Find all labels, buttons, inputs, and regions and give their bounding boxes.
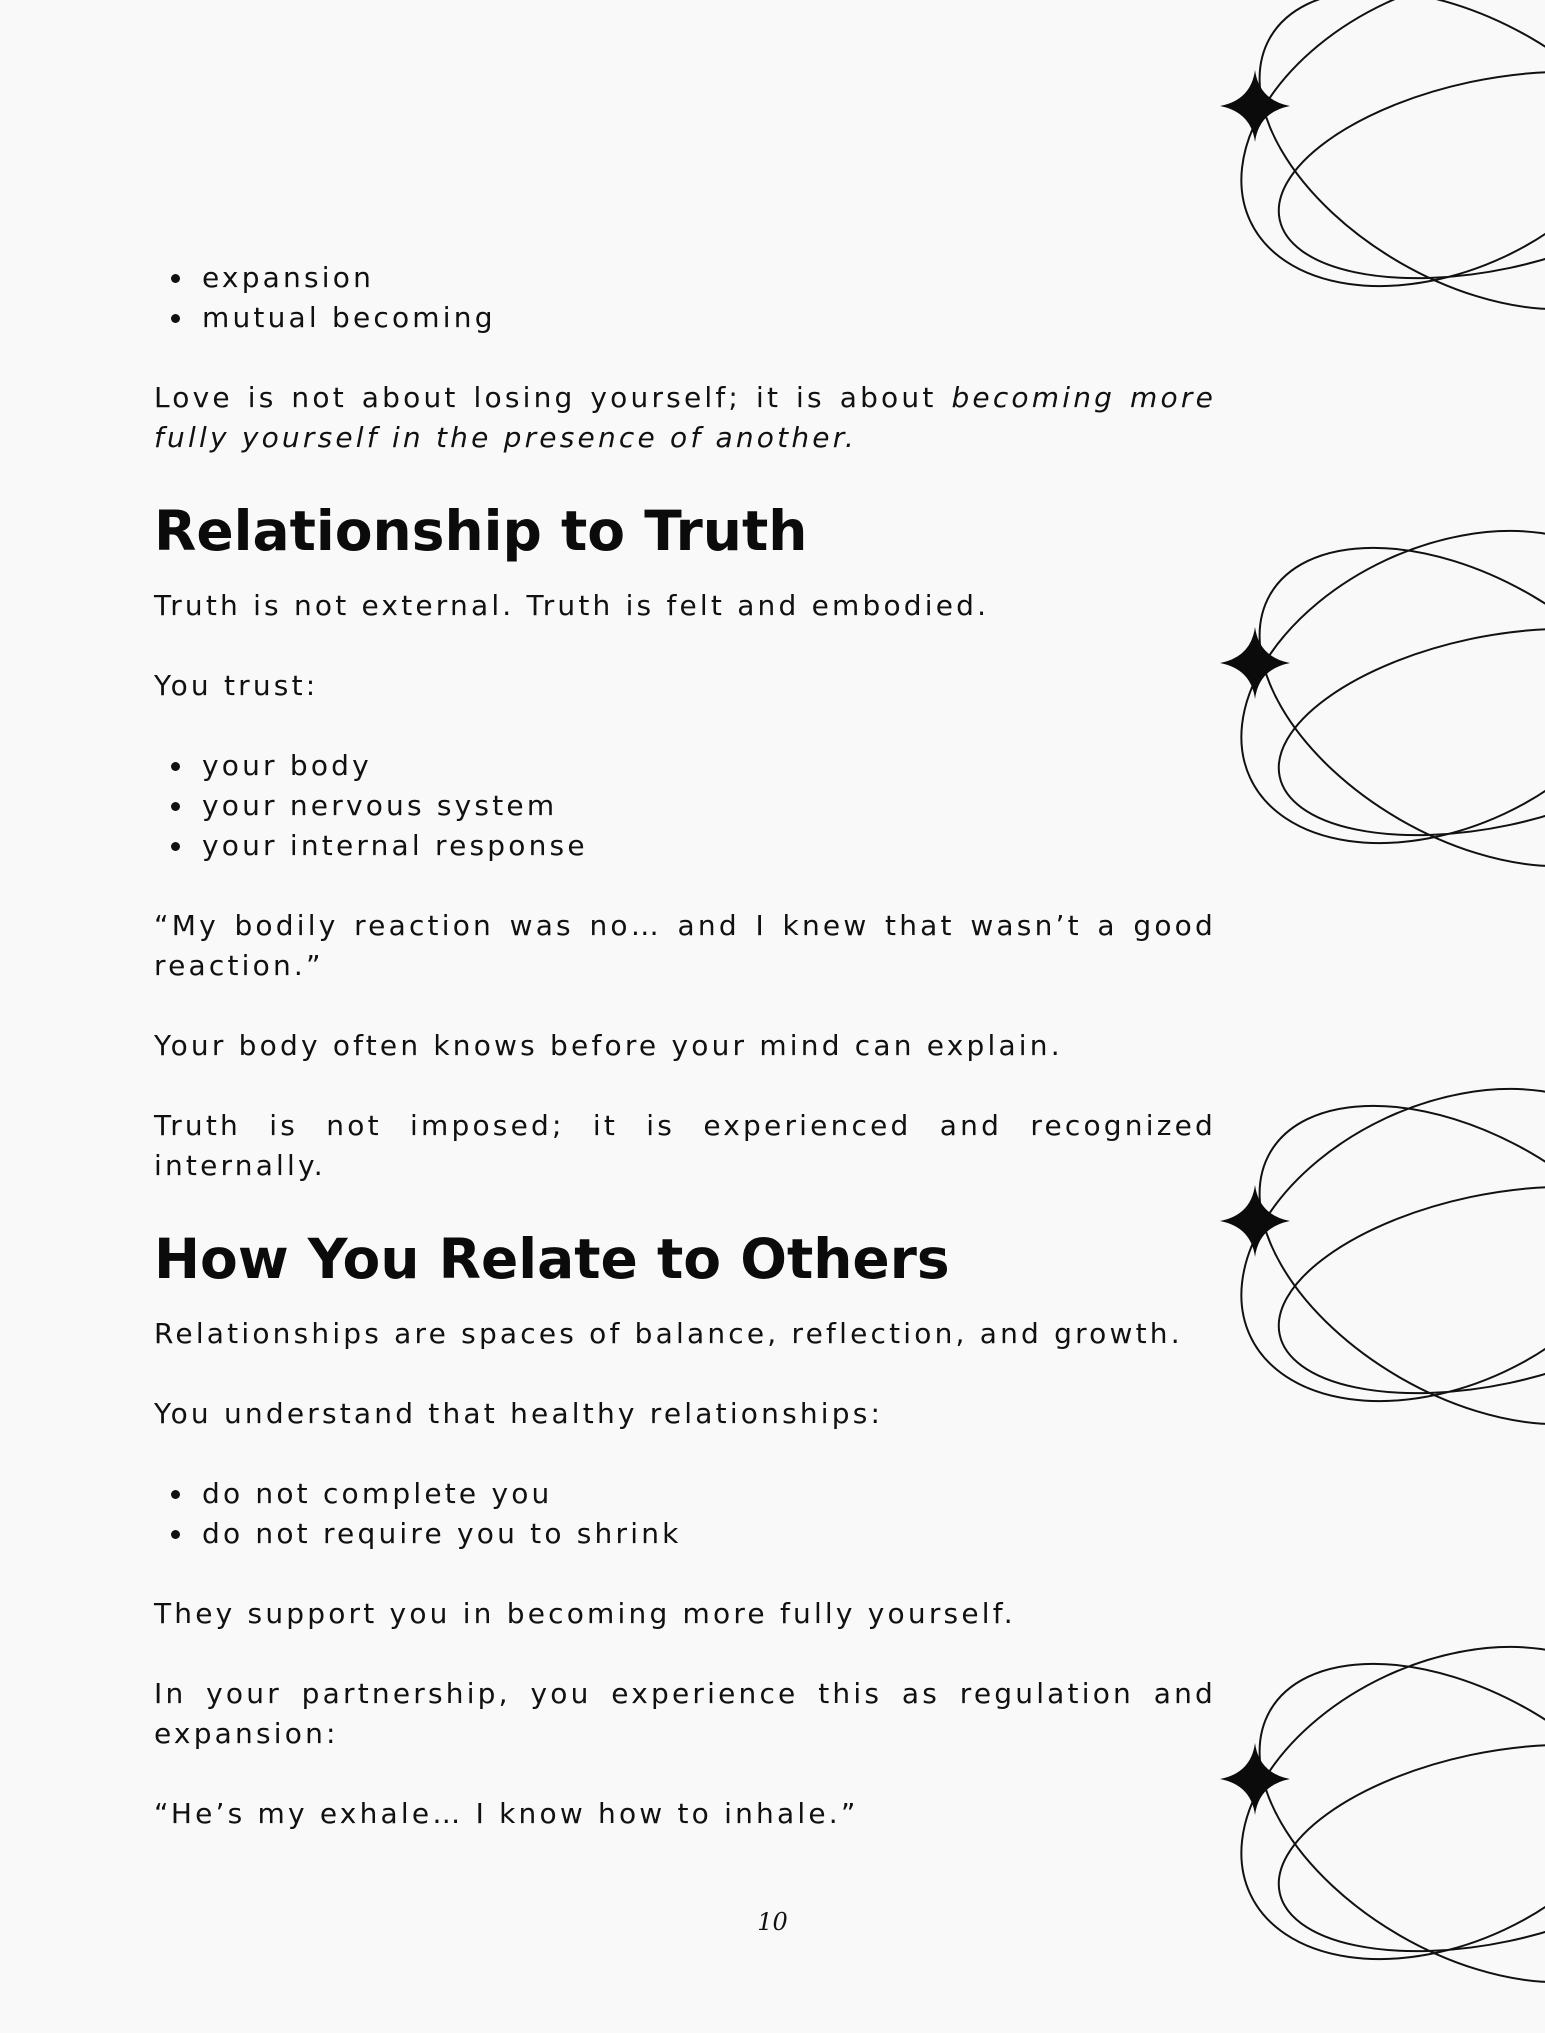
understand-label: You understand that healthy relationships: — [154, 1397, 884, 1430]
exhale-quote: “He’s my exhale… I know how to inhale.” — [154, 1797, 859, 1830]
list-item: your body — [202, 746, 1216, 786]
trust-label: You trust: — [154, 669, 319, 702]
relationship-bullet-list — [154, 1474, 1216, 1554]
love-paragraph-emphasis: becoming more fully yourself in the presence of another. — [154, 381, 1216, 454]
partnership-paragraph: In your partnership, you experience this as regulation and expansion: — [154, 1677, 1216, 1750]
trust-bullet-list — [154, 746, 1216, 866]
list-item: do not require you to shrink — [202, 1514, 1216, 1554]
sparkle-orbit-icon — [1200, 1633, 1545, 2033]
list-item: do not complete you — [202, 1474, 1216, 1514]
list-item: your internal response — [202, 826, 1216, 866]
sparkle-orbit-icon — [1200, 517, 1545, 917]
bodily-reaction-quote: “My bodily reaction was no… and I knew that wasn’t a good reaction.” — [154, 909, 1216, 982]
body-knows-paragraph: Your body often knows before your mind can explain. — [154, 1029, 1063, 1062]
truth-intro: Truth is not external. Truth is felt and embodied. — [154, 589, 990, 622]
section-heading-truth: Relationship to Truth — [154, 499, 808, 563]
section-heading-others: How You Relate to Others — [154, 1227, 950, 1291]
list-item: mutual becoming — [202, 298, 1216, 338]
list-item: expansion — [202, 258, 1216, 298]
love-paragraph — [154, 378, 1216, 458]
support-paragraph: They support you in becoming more fully yourself. — [154, 1597, 1016, 1630]
others-intro: Relationships are spaces of balance, reflection, and growth. — [154, 1317, 1183, 1350]
page-content — [154, 258, 1216, 1834]
love-paragraph-text: Love is not about losing yourself; it is about — [154, 381, 952, 414]
list-item: your nervous system — [202, 786, 1216, 826]
intro-bullet-list — [154, 258, 1216, 338]
sparkle-orbit-icon — [1200, 1075, 1545, 1475]
sparkle-orbit-icon — [1200, 0, 1545, 360]
truth-conclusion: Truth is not imposed; it is experienced and recognized internally. — [154, 1109, 1216, 1182]
page-number: 10 — [757, 1908, 788, 1936]
